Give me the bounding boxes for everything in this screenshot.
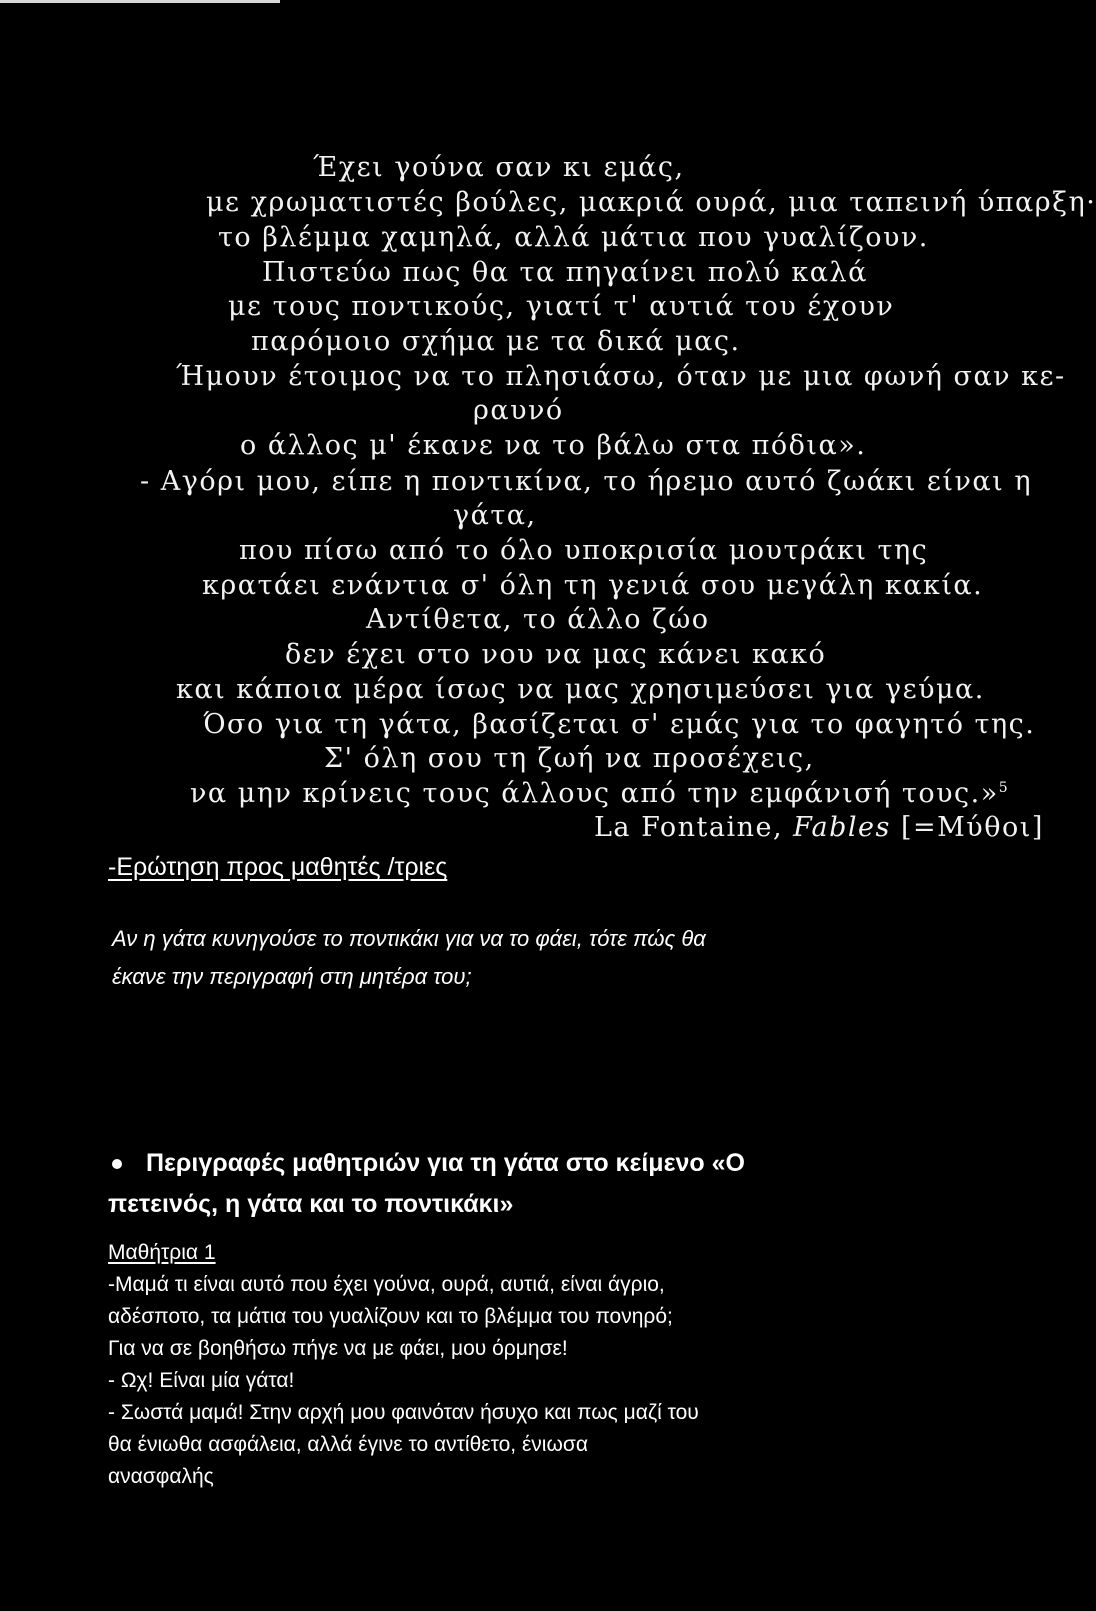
poem-line: γάτα, — [453, 500, 537, 531]
poem-source — [594, 812, 1044, 843]
poem-line: να μην κρίνεις τους άλλους από την εμφάνισή τους.»$^5$ — [190, 778, 1010, 809]
answer-line: θα ένιωθα ασφάλεια, αλλά έγινε το αντίθετο, ένιωσα — [108, 1433, 588, 1456]
title-line: Περιγραφές μαθητριών για τη γάτα στο κείμενο «Ο — [146, 1149, 745, 1177]
poem-line: Όσο για τη γάτα, βασίζεται σ' εμάς για το φαγητό της. — [203, 709, 1036, 740]
student-answer — [108, 1237, 699, 1493]
poem-line: Πιστεύω πως θα τα πηγαίνει πολύ καλά — [262, 257, 868, 288]
answer-line: - Ωχ! Είναι μία γάτα! — [108, 1369, 295, 1392]
poem-line: και κάποια μέρα ίσως να μας χρησιμεύσει για γεύμα. — [176, 674, 985, 705]
poem-line: Ήμουν έτοιμος να το πλησιάσω, όταν με μια φωνή σαν κε- — [176, 361, 1066, 392]
source-translation: [=Μύθοι] — [901, 812, 1044, 843]
poem-line: δεν έχει στο νου να μας κάνει κακό — [285, 639, 827, 670]
descriptions-title — [108, 1143, 745, 1225]
poem-line: Αντίθετα, το άλλο ζώο — [366, 604, 710, 635]
source-author: La Fontaine, — [594, 812, 784, 843]
poem-line: με χρωματιστές βούλες, μακριά ουρά, μια ταπεινή ύπαρξη· — [206, 187, 1096, 218]
poem-line: που πίσω από το όλο υποκρισία μουτράκι της — [239, 535, 929, 566]
answer-line: Για να σε βοηθήσω πήγε να με φάει, μου όρμησε! — [108, 1337, 568, 1360]
poem-line: ραυνό — [473, 395, 564, 426]
poem-line: το βλέμμα χαμηλά, αλλά μάτια που γυαλίζουν. — [218, 222, 929, 253]
source-title: Fables — [793, 812, 891, 843]
poem-line: Σ' όλη σου τη ζωή να προσέχεις, — [324, 743, 815, 774]
title-line: πετεινός, η γάτα και το ποντικάκι» — [108, 1190, 514, 1218]
poem-line: με τους ποντικούς, γιατί τ' αυτιά του έχουν — [228, 291, 895, 322]
section-heading: -Ερώτηση προς μαθητές /τριες — [108, 853, 448, 881]
poem-line: ο άλλος μ' έκανε να το βάλω στα πόδια». — [240, 430, 867, 461]
answer-line: - Σωστά μαμά! Στην αρχή μου φαινόταν ήσυχο και πως μαζί του — [108, 1401, 699, 1424]
top-edge-line — [0, 0, 280, 3]
answer-line: αδέσποτο, τα μάτια του γυαλίζουν και το βλέμμα του πονηρό; — [108, 1305, 673, 1328]
question-text — [112, 920, 706, 996]
poem-line: παρόμοιο σχήμα με τα δικά μας. — [251, 326, 741, 357]
student-label: Μαθήτρια 1 — [108, 1241, 216, 1264]
footnote-marker: 5 — [998, 780, 1010, 796]
answer-line: ανασφαλής — [108, 1465, 214, 1488]
poem-line: Έχει γούνα σαν κι εμάς, — [313, 152, 685, 183]
question-line: έκανε την περιγραφή στη μητέρα του; — [112, 964, 472, 989]
question-line: Αν η γάτα κυνηγούσε το ποντικάκι για να το φάει, τότε πώς θα — [112, 926, 706, 951]
answer-line: -Μαμά τι είναι αυτό που έχει γούνα, ουρά, αυτιά, είναι άγριο, — [108, 1273, 665, 1296]
poem-line: κρατάει ενάντια σ' όλη τη γενιά σου μεγάλη κακία. — [202, 570, 984, 601]
poem-line: - Αγόρι μου, είπε η ποντικίνα, το ήρεμο αυτό ζωάκι είναι η — [140, 466, 1032, 497]
